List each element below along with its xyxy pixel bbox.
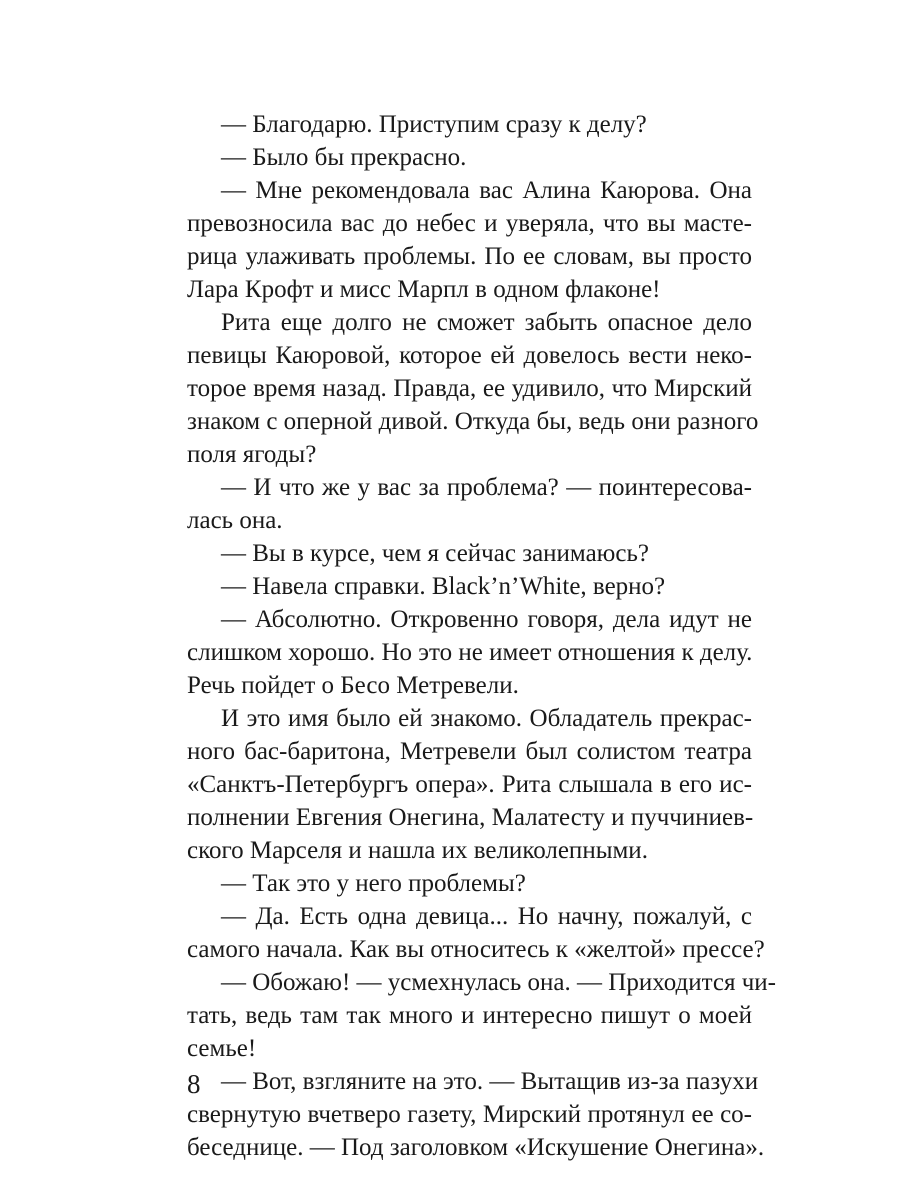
text-line: поля ягоды? xyxy=(187,441,317,468)
text-line: — Да. Есть одна девица... Но начну, пожалуй, с xyxy=(221,903,752,930)
page-number: 8 xyxy=(187,1069,201,1099)
text-line: — Навела справки. Black’n’White, верно? xyxy=(221,573,666,600)
text-line: торое время назад. Правда, ее удивило, что Мирский xyxy=(187,375,752,402)
text-line: полнении Евгения Онегина, Малатесту и пуччиниев- xyxy=(187,804,754,831)
text-line: лась она. xyxy=(187,507,283,534)
text-line: — Благодарю. Приступим сразу к делу? xyxy=(221,111,647,138)
text-line: самого начала. Как вы относитесь к «желтой» прессе? xyxy=(187,936,765,963)
text-line: ского Марселя и нашла их великолепными. xyxy=(187,837,648,864)
text-line: — Вы в курсе, чем я сейчас занимаюсь? xyxy=(221,540,649,567)
text-line: — Обожаю! — усмехнулась она. — Приходится чи- xyxy=(221,969,776,996)
text-line: — И что же у вас за проблема? — поинтересова- xyxy=(221,474,752,501)
text-line: беседнице. — Под заголовком «Искушение Онегина». xyxy=(187,1134,765,1161)
text-line: «Санктъ-Петербургъ опера». Рита слышала в его ис- xyxy=(187,771,752,798)
text-line: — Так это у него проблемы? xyxy=(221,870,526,897)
text-line: Речь пойдет о Бесо Метревели. xyxy=(187,672,519,699)
text-line: певицы Каюровой, которое ей довелось вести неко- xyxy=(187,342,752,369)
body-text xyxy=(187,108,776,1164)
text-line: Рита еще долго не сможет забыть опасное дело xyxy=(221,309,752,336)
text-line: превозносила вас до небес и уверяла, что вы масте- xyxy=(187,210,752,237)
text-line: — Абсолютно. Откровенно говоря, дела идут не xyxy=(221,606,752,633)
text-line: рица улаживать проблемы. По ее словам, вы просто xyxy=(187,243,752,270)
text-line: ного бас-баритона, Метревели был солистом театра xyxy=(187,738,752,765)
text-line: — Было бы прекрасно. xyxy=(221,144,467,171)
text-line: — Вот, взгляните на это. — Вытащив из-за пазухи xyxy=(221,1068,759,1095)
text-line: И это имя было ей знакомо. Обладатель прекрас- xyxy=(221,705,752,732)
text-line: Лара Крофт и мисс Марпл в одном флаконе! xyxy=(187,276,661,303)
text-line: — Мне рекомендовала вас Алина Каюрова. Она xyxy=(221,177,752,204)
text-line: семье! xyxy=(187,1035,257,1062)
text-line: знаком с оперной дивой. Откуда бы, ведь они разного xyxy=(187,408,759,435)
text-line: слишком хорошо. Но это не имеет отношения к делу. xyxy=(187,639,753,666)
text-line: тать, ведь там так много и интересно пишут о моей xyxy=(187,1002,752,1029)
text-line: свернутую вчетверо газету, Мирский протянул ее со- xyxy=(187,1101,752,1128)
